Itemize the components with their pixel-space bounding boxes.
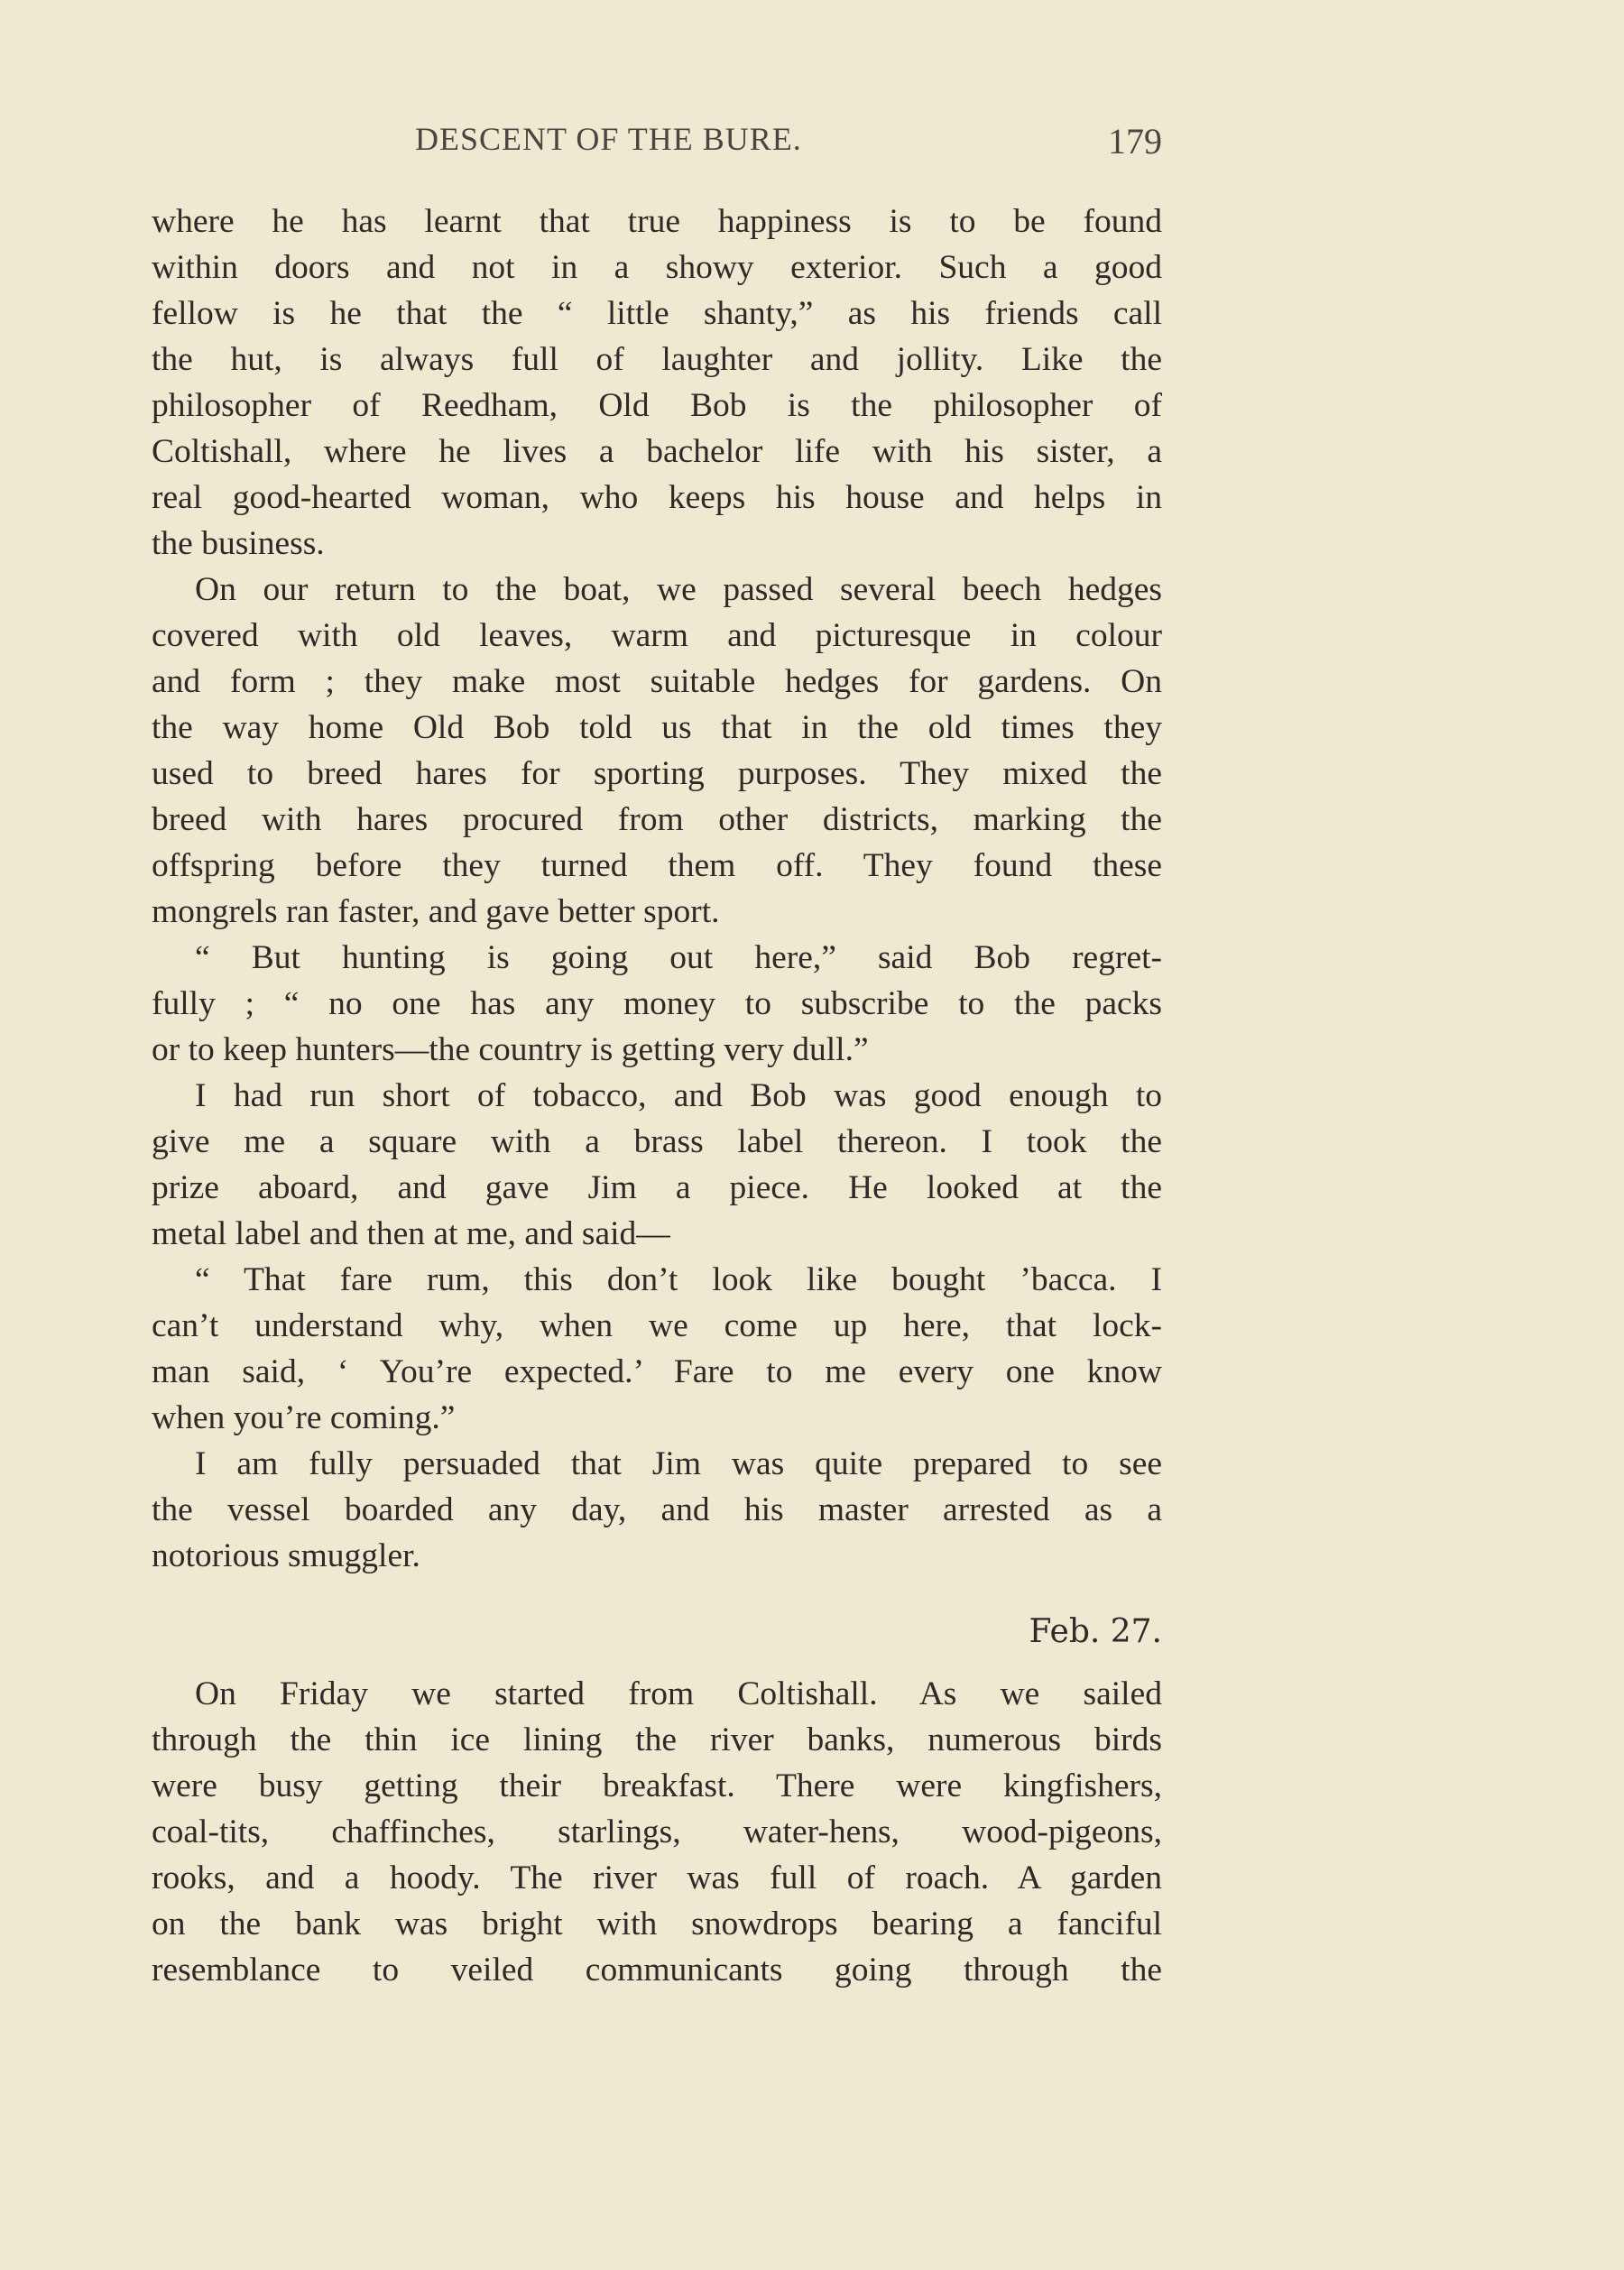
text-line: give me a square with a brass label thereon. I took the (152, 1123, 1162, 1160)
text-line: Coltishall, where he lives a bachelor life with his sister, a (152, 433, 1162, 470)
paragraph (152, 1671, 1162, 1993)
text-line: philosopher of Reedham, Old Bob is the philosopher of (152, 387, 1162, 424)
text-line: rooks, and a hoody. The river was full of roach. A garden (152, 1859, 1162, 1896)
text-line: the vessel boarded any day, and his master arrested as a (152, 1491, 1162, 1528)
text-line: I had run short of tobacco, and Bob was good enough to (195, 1077, 1162, 1114)
text-line: I am fully persuaded that Jim was quite prepared to see (195, 1445, 1162, 1482)
date-heading: Feb. 27. (1029, 1613, 1162, 1650)
running-title: DESCENT OF THE BURE. (415, 121, 802, 157)
paragraph (152, 1441, 1162, 1579)
text-line: real good-hearted woman, who keeps his house and helps in (152, 479, 1162, 516)
text-line: the business. (152, 525, 325, 562)
text-line: and form ; they make most suitable hedges for gardens. On (152, 663, 1162, 700)
text-line: were busy getting their breakfast. There were kingfishers, (152, 1767, 1162, 1804)
text-line: within doors and not in a showy exterior. Such a good (152, 249, 1162, 286)
text-line: man said, ‘ You’re expected.’ Fare to me every one know (152, 1353, 1162, 1390)
text-line: covered with old leaves, warm and picturesque in colour (152, 617, 1162, 654)
text-line: used to breed hares for sporting purposes. They mixed the (152, 755, 1162, 792)
text-line: fully ; “ no one has any money to subscribe to the packs (152, 985, 1162, 1022)
text-line: notorious smuggler. (152, 1537, 420, 1574)
text-line: or to keep hunters—the country is getting very dull.” (152, 1031, 869, 1068)
body-text (152, 198, 1162, 1993)
text-line: On Friday we started from Coltishall. As we sailed (195, 1675, 1162, 1712)
text-line: the hut, is always full of laughter and jollity. Like the (152, 341, 1162, 378)
paragraph (152, 1073, 1162, 1257)
paragraph (152, 1257, 1162, 1441)
text-line: On our return to the boat, we passed several beech hedges (195, 571, 1162, 608)
text-line: prize aboard, and gave Jim a piece. He looked at the (152, 1169, 1162, 1206)
text-line: the way home Old Bob told us that in the old times they (152, 709, 1162, 746)
paragraph (152, 198, 1162, 567)
text-line: where he has learnt that true happiness is to be found (152, 203, 1162, 240)
text-line: breed with hares procured from other districts, marking the (152, 801, 1162, 838)
text-line: when you’re coming.” (152, 1399, 456, 1436)
text-line: can’t understand why, when we come up here, that lock- (152, 1307, 1162, 1344)
text-line: mongrels ran faster, and gave better sport. (152, 893, 720, 930)
text-line: fellow is he that the “ little shanty,” as his friends call (152, 295, 1162, 332)
text-line: “ But hunting is going out here,” said Bob regret- (195, 939, 1162, 976)
text-line: metal label and then at me, and said— (152, 1215, 670, 1252)
text-line: resemblance to veiled communicants going through the (152, 1952, 1162, 1989)
paragraph (152, 567, 1162, 935)
text-line: coal-tits, chaffinches, starlings, water-hens, wood-pigeons, (152, 1813, 1162, 1850)
text-line: offspring before they turned them off. They found these (152, 847, 1162, 884)
paragraph (152, 935, 1162, 1073)
text-line: through the thin ice lining the river banks, numerous birds (152, 1721, 1162, 1758)
page-number: 179 (1108, 121, 1162, 161)
running-head (152, 120, 1162, 165)
text-line: on the bank was bright with snowdrops bearing a fanciful (152, 1906, 1162, 1942)
text-line: “ That fare rum, this don’t look like bought ’bacca. I (195, 1261, 1162, 1298)
